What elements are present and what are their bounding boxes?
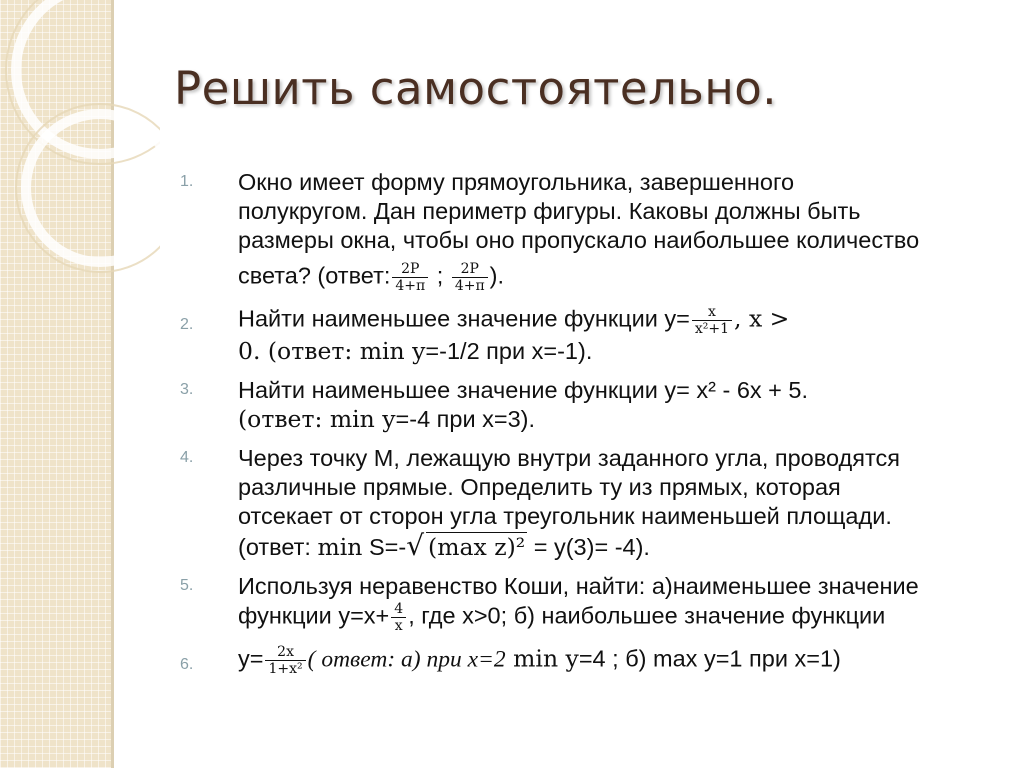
fraction-denominator: 4+π: [452, 277, 488, 294]
task-item-2: [180, 304, 980, 366]
text-line: [238, 304, 980, 337]
task-text: Найти наименьшее значение функции у=: [238, 305, 690, 332]
item-text: [238, 168, 980, 294]
text-line: Используя неравенство Коши, найти: а)наименьшее значение: [238, 573, 919, 599]
answer-math: (ответ: min y: [238, 405, 396, 433]
fraction-denominator: x²+1: [692, 320, 732, 337]
task-text: функции у=х+: [238, 602, 390, 629]
separator: ;: [430, 262, 450, 289]
fraction: [692, 304, 732, 337]
fraction-numerator: 2P: [401, 261, 420, 277]
text-line: [238, 644, 980, 677]
item-text: [238, 444, 980, 562]
item-number: 6.: [180, 656, 194, 673]
item-number: 2.: [180, 316, 194, 333]
text-line: Через точку М, лежащую внутри заданного угла, проводятся: [238, 445, 900, 471]
text-line: полукругом. Дан периметр фигуры. Каковы должны быть: [238, 198, 861, 224]
task-text: у=: [238, 645, 264, 672]
answer-text: S=-: [362, 534, 407, 560]
text-line: Найти наименьшее значение функции у= х² - 6х + 5.: [238, 377, 809, 403]
answer-text: =-4 при х=3).: [395, 406, 536, 432]
item-text: [238, 376, 980, 434]
sqrt-sign: √: [406, 529, 425, 562]
answer-math: min: [317, 533, 363, 561]
item-number: 5.: [180, 577, 194, 594]
text-line: [238, 531, 980, 562]
sqrt-radicand: (max z)²: [428, 533, 526, 561]
text-line: различные прямые. Определить ту из прямых, которая: [238, 474, 841, 500]
task-item-6: [180, 644, 980, 677]
text-line: [238, 405, 980, 434]
item-text: [238, 304, 980, 366]
fraction-denominator: 1+x²: [265, 660, 305, 677]
text-line: отсекает от сторон угла треугольник наименьшей площади.: [238, 503, 892, 529]
text-line: Окно имеет форму прямоугольника, завершенного: [238, 169, 795, 195]
answer-text: =-1/2 при х=-1).: [425, 338, 593, 364]
answer-italic: ( ответ: а) при х=2: [307, 646, 506, 673]
task-text: , где х>0; б) наибольшее значение функции: [408, 602, 886, 629]
fraction: [452, 261, 488, 294]
decorative-rings: [0, 0, 160, 320]
answer-text: = у(3)= -4).: [527, 534, 650, 560]
answer-math: 0. (ответ: min y: [238, 337, 426, 365]
item-number: 1.: [180, 173, 194, 190]
answer-end: ).: [489, 262, 505, 289]
fraction-denominator: 4+π: [392, 277, 428, 294]
task-item-3: [180, 376, 980, 434]
answer-prefix: света? (ответ:: [238, 262, 391, 289]
text-line: [238, 601, 980, 634]
item-number: 3.: [180, 381, 194, 398]
item-number: 4.: [180, 449, 194, 466]
task-list: [180, 168, 980, 687]
fraction: [391, 601, 406, 634]
task-item-4: [180, 444, 980, 562]
task-item-1: [180, 168, 980, 294]
fraction: [265, 644, 305, 677]
fraction-numerator: x: [707, 304, 716, 320]
text-line: [238, 337, 980, 366]
fraction-numerator: 4: [394, 601, 404, 617]
slide-title: Решить самостоятельно.: [174, 62, 778, 115]
text-line: [238, 261, 980, 294]
task-item-5: [180, 572, 980, 634]
fraction-numerator: 2x: [277, 644, 294, 660]
answer-math: min y: [505, 644, 579, 673]
answer-prefix: (ответ:: [238, 534, 318, 560]
item-text: [238, 644, 980, 677]
item-text: [238, 572, 980, 634]
fraction-denominator: x: [391, 617, 406, 634]
text-line: размеры окна, чтобы оно пропускало наибольшее количество: [238, 227, 920, 253]
condition: , x >: [734, 304, 790, 333]
fraction: [392, 261, 428, 294]
answer-text: =4 ; б) max у=1 при х=1): [578, 645, 841, 672]
fraction-numerator: 2P: [460, 261, 479, 277]
